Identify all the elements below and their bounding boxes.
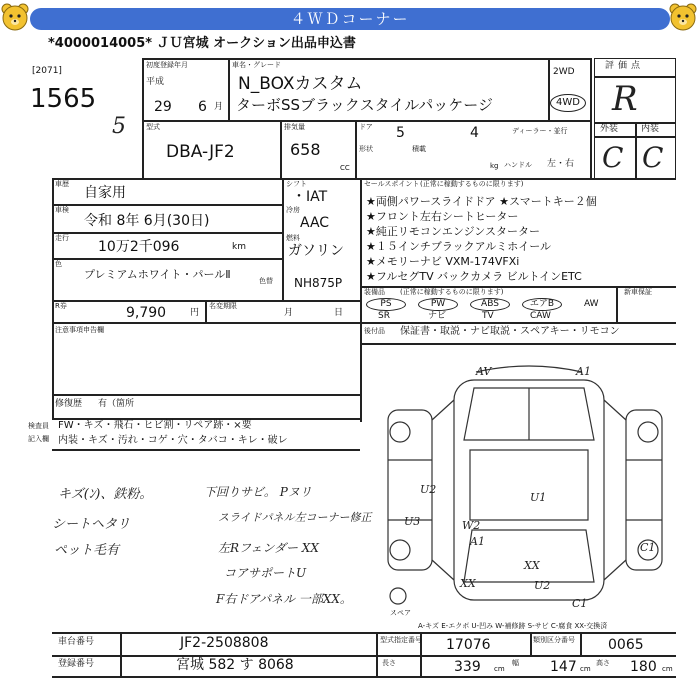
equip-sr: SR: [378, 311, 390, 321]
height-value: 180: [630, 659, 657, 675]
hand-note-left-3: ペット毛有: [54, 543, 120, 558]
color-code: NH875P: [294, 276, 343, 290]
diagram-mark-xx-left: XX: [460, 577, 476, 590]
equip-abs: ABS: [470, 298, 510, 311]
diagram-mark-c1-right: C1: [640, 541, 656, 554]
damage-legend: A-キズ E-エクボ U-凹み W-補修跡 S-サビ C-腐食 XX-交換済: [418, 622, 608, 630]
score-label: 評価点: [605, 61, 645, 71]
chassis-label: 車台番号: [58, 637, 95, 647]
model-code: DBA-JF2: [166, 142, 235, 162]
height-label: 高さ: [596, 659, 610, 667]
condition-row-1: FW・キズ・飛石・ヒビ割・リペア跡・×要: [58, 420, 252, 431]
inspector-label: 検査員: [28, 422, 49, 430]
category-label: 類別区分番号: [533, 636, 575, 644]
score-value: R: [612, 79, 638, 119]
recycle-value: 9,790: [126, 305, 167, 321]
diagram-mark-c1-rear: C1: [572, 597, 588, 610]
color-value: プレミアムホワイト・パールⅡ: [84, 268, 231, 281]
drive-2wd: 2WD: [553, 67, 575, 77]
reg-month: 6: [198, 99, 207, 115]
condition-row-2: 内装・キズ・汚れ・コゲ・穴・タバコ・キレ・破レ: [58, 435, 288, 446]
ac-label: 冷房: [286, 206, 300, 214]
equip-aw: AW: [584, 299, 599, 309]
repair-label: 修復歴: [55, 399, 83, 409]
hand-note-right-1: 下回りサビ。 Pヌリ: [204, 485, 312, 499]
diagram-mark-w2: W2: [462, 519, 481, 532]
equip-caw: CAW: [530, 311, 551, 321]
vehicle-name-label: 車名・グレード: [232, 61, 281, 69]
width-unit: cm: [580, 665, 591, 673]
equip-airbag: エアB: [522, 298, 562, 311]
diagram-mark-a1-top: A1: [576, 365, 591, 378]
after-items: 保証書・取説・ナビ取説・スペアキー・リモコン: [400, 326, 620, 337]
corner-code: [2071]: [32, 66, 62, 76]
bear-mascot-left-icon: [0, 2, 30, 32]
diagram-mark-u2-rear: U2: [534, 579, 551, 592]
sales-point-5: ★メモリーナビ VXM-174VFXi: [366, 255, 520, 268]
chassis-number: JF2-2508808: [180, 635, 269, 651]
width-label: 幅: [512, 659, 519, 667]
interior-label: 内装: [641, 124, 660, 134]
width-value: 147: [550, 659, 577, 675]
equip-ps: PS: [366, 298, 406, 311]
length-label: 長さ: [382, 659, 396, 667]
exterior-score: C: [602, 141, 624, 174]
color-code-label: 色替: [259, 277, 273, 285]
recycle-label: R券: [55, 302, 67, 310]
sales-points-note: (正常に稼動するものに限ります): [420, 180, 524, 188]
diagram-mark-xx-rear: XX: [524, 559, 540, 572]
mileage-value: 10万2千096: [98, 239, 180, 255]
exterior-label: 外装: [600, 124, 619, 134]
dealer-label: ディーラー・並行: [512, 127, 568, 135]
shape-label: 形状: [359, 145, 373, 153]
displacement: 658: [290, 140, 321, 159]
length-unit: cm: [494, 665, 505, 673]
sales-point-1: ★両側パワースライドドア ★スマートキー２個: [366, 195, 597, 208]
shift-label: シフト: [286, 180, 307, 188]
reg-month-unit: 月: [214, 102, 224, 112]
caution-label: 注意事項申告欄: [55, 326, 104, 334]
vehicle-name: N_BOXカスタム: [238, 74, 363, 94]
fuel-value: ガソリン: [288, 243, 344, 259]
corner-banner: ４ＷＤコーナー: [30, 8, 670, 30]
name-change-day: 日: [334, 308, 344, 318]
drive-4wd-circled: 4WD: [550, 94, 586, 112]
doors: 5: [396, 125, 405, 141]
usage-label: 車歴: [55, 180, 69, 188]
length-value: 339: [454, 659, 481, 675]
diagram-mark-u2-left: U2: [420, 483, 437, 496]
handle-value: 左・右: [547, 159, 575, 169]
designation-number: 17076: [446, 637, 491, 653]
displacement-label: 排気量: [284, 123, 305, 131]
equip-pw: PW: [418, 298, 458, 311]
recycle-unit: 円: [190, 308, 200, 318]
equip-tv: TV: [482, 311, 494, 321]
sales-point-6: ★フルセグTV バックカメラ ビルトインETC: [366, 270, 582, 283]
record-label: 記入欄: [28, 435, 49, 443]
diagram-mark-u1: U1: [530, 491, 547, 504]
hand-note-right-4: コアサポートU: [224, 566, 307, 580]
reg-year: 29: [154, 99, 172, 115]
color-label: 色: [55, 260, 62, 268]
shift-value: ・IAT: [292, 189, 328, 205]
seats: 4: [470, 125, 479, 141]
handle-label: ハンドル: [504, 161, 532, 169]
inspection-label: 車検: [55, 206, 69, 214]
model-label: 型式: [146, 123, 160, 131]
first-reg-label: 初度登録年月: [146, 61, 188, 69]
diagram-mark-a1-side: A1: [470, 535, 485, 548]
handwritten-lot-digit: 5: [112, 114, 126, 139]
ac-value: AAC: [300, 215, 330, 231]
diagram-mark-av: AV: [476, 365, 492, 378]
repair-value: 有（箇所: [98, 399, 135, 409]
after-items-label: 後付品: [364, 327, 385, 335]
displacement-unit: CC: [340, 164, 350, 172]
mileage-unit: km: [232, 242, 246, 252]
usage-value: 自家用: [84, 185, 126, 201]
mileage-label: 走行: [55, 234, 69, 242]
capacity-unit: kg: [490, 162, 499, 170]
designation-label: 型式指定番号: [380, 636, 422, 644]
sales-point-2: ★フロント左右シートヒーター: [366, 210, 519, 223]
height-unit: cm: [662, 665, 673, 673]
hand-note-right-5: F右ドアパネル 一部XX。: [216, 592, 352, 606]
hand-note-right-2: スライドパネル左コーナー修正: [218, 511, 372, 524]
diagram-mark-u3: U3: [404, 515, 421, 528]
hand-note-right-3: 左Rフェンダー XX: [218, 541, 319, 555]
fuel-label: 燃料: [286, 234, 300, 242]
sales-point-4: ★１５インチブラックアルミホイール: [366, 240, 551, 253]
hand-note-left-2: シートヘタリ: [52, 517, 131, 532]
sales-points-label: セールスポイント: [364, 180, 420, 188]
sales-point-3: ★純正リモコンエンジンスターター: [366, 225, 540, 238]
category-number: 0065: [608, 637, 644, 653]
capacity-label: 積載: [412, 145, 426, 153]
name-change-month: 月: [284, 308, 294, 318]
vehicle-grade: ターボSSブラックスタイルパッケージ: [236, 96, 493, 114]
spare-label: スペア: [390, 609, 411, 617]
reg-era: 平成: [146, 77, 165, 87]
equipment-note: (正常に稼動するものに限ります): [400, 288, 504, 296]
name-change-label: 名変期限: [209, 302, 237, 310]
plate-number: 宮城 582 す 8068: [176, 657, 294, 673]
hand-note-left-1: キズ(ﾝ)、鉄粉。: [58, 487, 153, 502]
plate-label: 登録番号: [58, 659, 95, 669]
interior-score: C: [642, 141, 664, 174]
bear-mascot-right-icon: [668, 2, 698, 32]
barcode-title-line: *4000014005* ＪＵ宮城 オークション出品申込書: [48, 36, 356, 51]
inspection-date: 令和 8年 6月(30日): [84, 213, 210, 229]
equipment-label: 装備品: [364, 288, 385, 296]
equip-navi: ナビ: [428, 311, 447, 321]
lot-number: 1565: [30, 84, 97, 114]
new-car-warranty-label: 新車保証: [624, 288, 652, 296]
doors-label: ドア: [359, 123, 373, 131]
